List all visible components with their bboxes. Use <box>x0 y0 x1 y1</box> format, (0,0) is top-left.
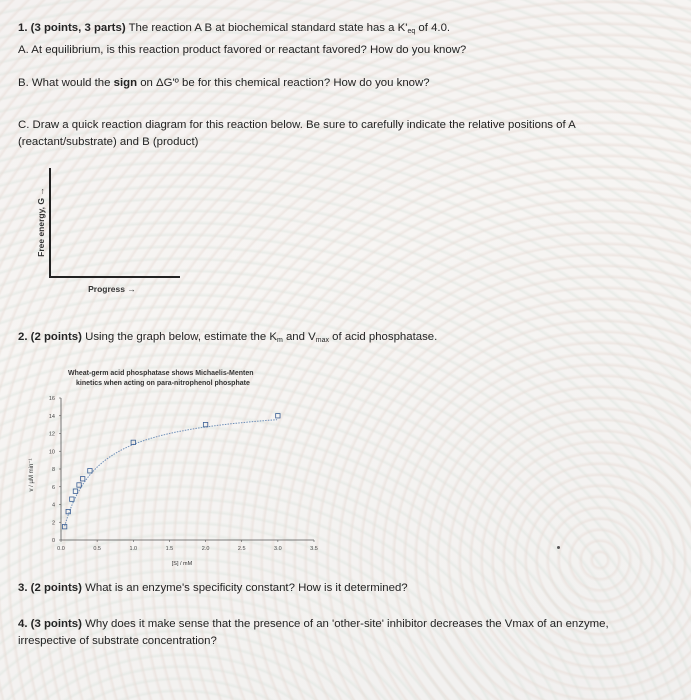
free-energy-axis-label: Free energy, G → <box>36 187 46 257</box>
question-1a: A. At equilibrium, is this reaction product favored or reactant favored? How do you know? <box>18 44 467 56</box>
keq-subscript: eq <box>407 28 416 35</box>
question-2-points: (2 points) <box>30 331 82 343</box>
progress-axis-label: Progress → <box>88 284 136 294</box>
question-4-line-1 <box>18 617 609 632</box>
x-tick-label: 3.5 <box>310 546 318 552</box>
chart-x-axis-label: [S] / mM <box>171 561 193 567</box>
chart-data-point <box>73 489 77 493</box>
chart-data-point <box>70 497 74 501</box>
chart-y-axis-label: v / µM min⁻¹ <box>29 458 35 492</box>
question-1-text-end: of 4.0. <box>415 22 451 34</box>
y-tick-label: 2 <box>51 520 55 527</box>
question-3-number: 3. <box>18 582 28 594</box>
chart-fit-curve <box>65 420 278 527</box>
y-tick-label: 8 <box>51 467 55 473</box>
question-1b-mid: on <box>137 77 157 89</box>
x-tick-label: 1.0 <box>129 546 138 552</box>
question-4-line-2: irrespective of substrate concentration? <box>18 635 217 647</box>
question-2-number: 2. <box>18 331 28 343</box>
y-tick-label: 6 <box>51 484 55 491</box>
x-tick-label: 3.0 <box>274 546 282 552</box>
question-2-text-mid: and V <box>282 331 316 343</box>
question-4-number: 4. <box>18 618 28 630</box>
question-1c-line-1: C. Draw a quick reaction diagram for this reaction below. Be sure to carefully indicate the relative positions of A <box>18 119 576 131</box>
y-tick-label: 14 <box>48 413 55 420</box>
question-4-points: (3 points) <box>30 618 82 630</box>
question-2-text: Using the graph below, estimate the K <box>81 331 277 343</box>
question-4-text: Why does it make sense that the presence of an 'other-site' inhibitor decreases the Vmax of an enzyme, <box>81 618 609 630</box>
question-1-text: The reaction A B at biochemical standard state has a K' <box>125 22 408 34</box>
y-tick-label: 4 <box>51 502 55 509</box>
y-tick-label: 12 <box>48 431 55 438</box>
km-subscript: m <box>276 337 283 344</box>
question-1b-pre: B. What would the <box>18 77 114 89</box>
chart-data-point <box>276 414 280 418</box>
y-tick-label: 10 <box>48 449 55 456</box>
chart-ticks <box>49 396 318 552</box>
x-tick-label: 2.5 <box>237 546 246 552</box>
question-1-points: (3 points, 3 parts) <box>30 22 126 34</box>
chart-data-point <box>80 477 84 481</box>
x-tick-label: 2.0 <box>201 546 210 552</box>
x-tick-label: 1.5 <box>165 546 174 552</box>
question-1-number: 1. <box>18 22 28 34</box>
question-3-points: (2 points) <box>30 582 82 594</box>
x-tick-label: 0.0 <box>57 546 65 552</box>
x-tick-label: 0.5 <box>93 546 101 552</box>
chart-data-point <box>203 422 207 426</box>
chart-data-point <box>131 440 135 444</box>
chart-title-line-1: Wheat-germ acid phosphatase shows Michaelis-Menten <box>68 370 254 377</box>
y-tick-label: 16 <box>48 396 55 402</box>
question-2-text-end: of acid phosphatase. <box>328 331 438 343</box>
chart-data-point <box>77 483 81 487</box>
question-1b-sign: sign <box>113 77 138 89</box>
question-1c-line-2: (reactant/substrate) and B (product) <box>18 136 199 148</box>
y-tick-label: 0 <box>51 538 55 544</box>
question-1b-post: G'º be for this chemical reaction? How do you know? <box>163 77 430 89</box>
question-3 <box>18 581 408 596</box>
question-3-text: What is an enzyme's specificity constant? How is it determined? <box>81 582 408 594</box>
chart-data-points <box>62 414 280 529</box>
delta-symbol: Δ <box>156 77 164 89</box>
vmax-subscript: max <box>315 337 329 344</box>
chart-title-line-2: kinetics when acting on para-nitrophenol phosphate <box>76 380 250 387</box>
stray-mark <box>557 546 560 549</box>
